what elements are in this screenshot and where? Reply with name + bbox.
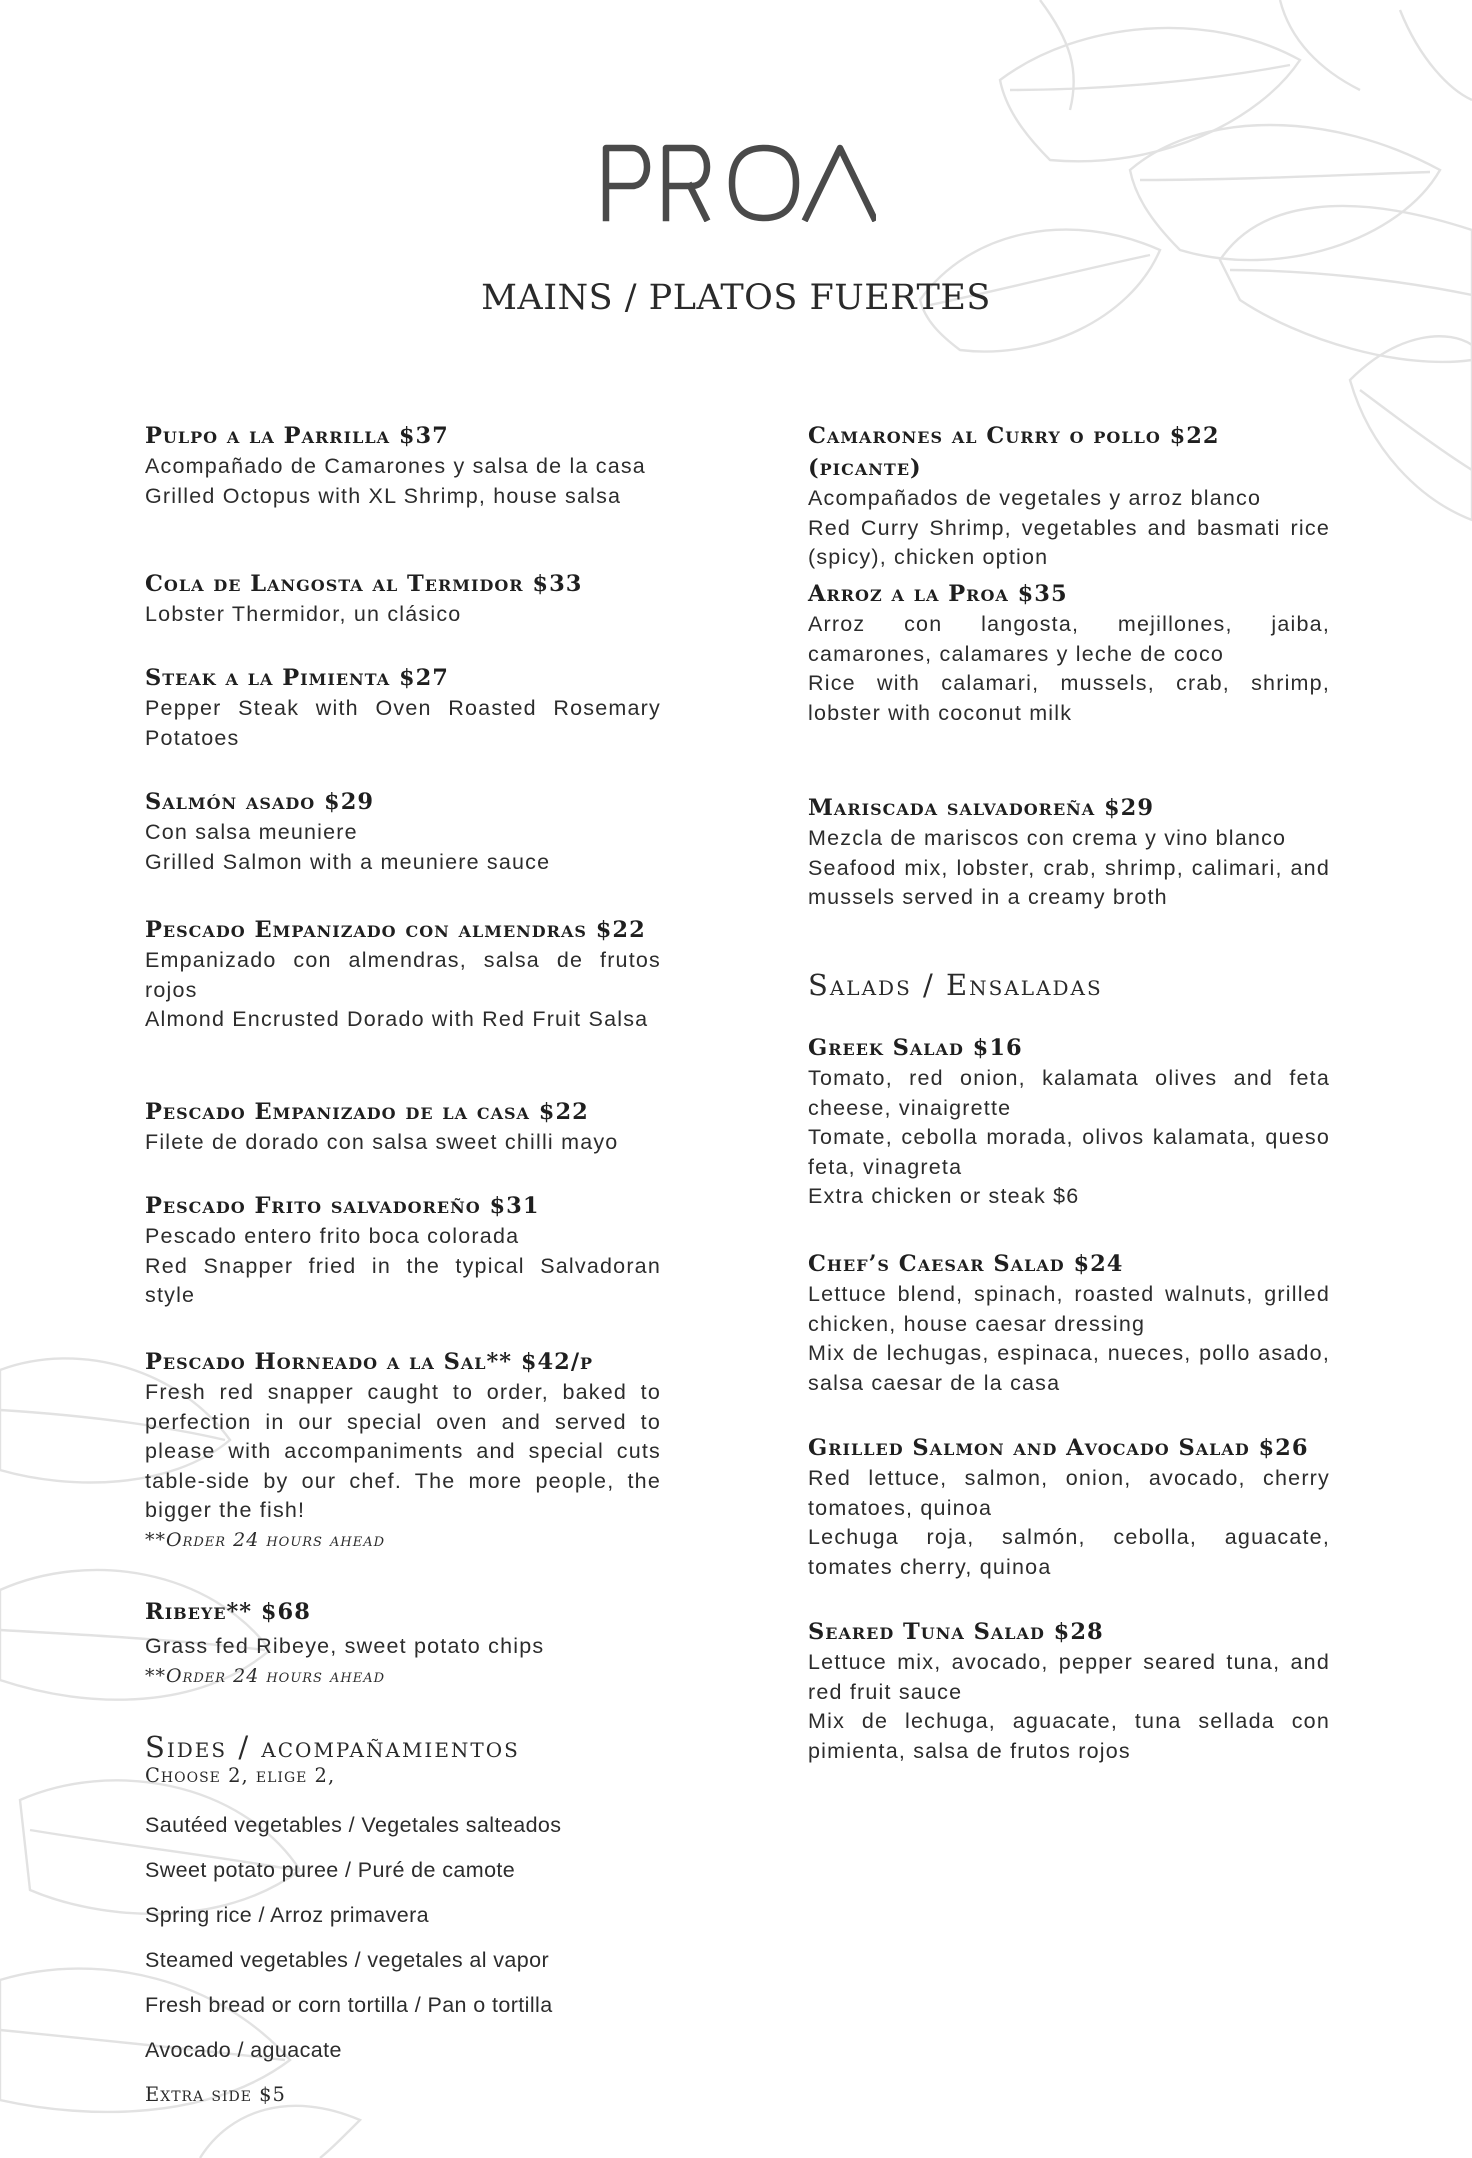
item-description: Lechuga roja, salmón, cebolla, aguacate, tomates cherry, quinoa bbox=[808, 1525, 1330, 1579]
side-extra-price: Extra side $5 bbox=[145, 2083, 286, 2106]
item-description: Acompañado de Camarones y salsa de la casa bbox=[145, 454, 646, 478]
item-description: Grass fed Ribeye, sweet potato chips bbox=[145, 1634, 545, 1658]
item-description: Mix de lechugas, espinaca, nueces, pollo asado, salsa caesar de la casa bbox=[808, 1341, 1330, 1395]
item-name: Ribeye** $68 bbox=[145, 1599, 311, 1625]
item-description: Red Snapper fried in the typical Salvadoran style bbox=[145, 1253, 661, 1307]
item-description: Acompañados de vegetales y arroz blanco bbox=[808, 486, 1262, 510]
side-item: Spring rice / Arroz primavera bbox=[145, 1903, 430, 1927]
item-description: Mix de lechuga, aguacate, tuna sellada con pimienta, salsa de frutos rojos bbox=[808, 1709, 1330, 1763]
item-description: Fresh red snapper caught to order, baked to perfection in our special oven and served to please with accompaniments and special cuts table-side by our chef. The more people, the bigger the fish! bbox=[145, 1380, 661, 1522]
item-description: Grilled Salmon with a meuniere sauce bbox=[145, 849, 551, 874]
item-description: Con salsa meuniere bbox=[145, 820, 358, 844]
item-name: Cola de Langosta al Termidor $33 bbox=[145, 571, 583, 597]
proa-logo bbox=[600, 142, 876, 222]
sides-heading: Sides / acompañamientos bbox=[145, 1730, 520, 1764]
menu-item bbox=[145, 1346, 661, 1554]
item-description: Arroz con langosta, mejillones, jaiba, camarones, calamares y leche de coco bbox=[808, 612, 1330, 666]
item-description: Empanizado con almendras, salsa de frutos rojos bbox=[145, 948, 661, 1002]
menu-item bbox=[808, 1616, 1330, 1766]
menu-item bbox=[145, 914, 661, 1035]
salads-heading: Salads / Ensaladas bbox=[808, 968, 1103, 1002]
item-name: Steak a la Pimienta $27 bbox=[145, 665, 449, 691]
side-item: Avocado / aguacate bbox=[145, 2038, 342, 2062]
side-item: Sweet potato puree / Puré de camote bbox=[145, 1858, 516, 1882]
item-name: Camarones al Curry o pollo $22 (picante) bbox=[808, 423, 1220, 481]
menu-item bbox=[808, 1032, 1330, 1212]
menu-item bbox=[808, 420, 1330, 573]
item-name: Seared Tuna Salad $28 bbox=[808, 1619, 1104, 1645]
side-item: Steamed vegetables / vegetales al vapor bbox=[145, 1948, 550, 1972]
menu-item bbox=[145, 1190, 661, 1311]
item-note: **Order 24 hours ahead bbox=[145, 1664, 386, 1687]
item-name: Mariscada salvadoreña $29 bbox=[808, 795, 1154, 821]
item-description: Red lettuce, salmon, onion, avocado, cherry tomatoes, quinoa bbox=[808, 1466, 1330, 1520]
item-name: Pulpo a la Parrilla $37 bbox=[145, 423, 449, 449]
item-description: Almond Encrusted Dorado with Red Fruit Salsa bbox=[145, 1007, 649, 1031]
menu-item bbox=[145, 1096, 661, 1158]
item-description: Grilled Octopus with XL Shrimp, house salsa bbox=[145, 483, 622, 508]
menu-item bbox=[808, 1248, 1330, 1398]
menu-item bbox=[808, 792, 1330, 913]
side-item: Sautéed vegetables / Vegetales salteados bbox=[145, 1813, 562, 1837]
item-name: Pescado Frito salvadoreño $31 bbox=[145, 1193, 540, 1219]
menu-item bbox=[808, 1432, 1330, 1582]
item-description: Extra chicken or steak $6 bbox=[808, 1184, 1080, 1208]
salads-section bbox=[808, 968, 1330, 1002]
page-title: MAINS / PLATOS FUERTES bbox=[481, 278, 991, 318]
item-description: Pepper Steak with Oven Roasted Rosemary Potatoes bbox=[145, 696, 661, 750]
item-name: Pescado Horneado a la Sal** $42/p bbox=[145, 1349, 594, 1375]
item-description: Rice with calamari, mussels, crab, shrimp, lobster with coconut milk bbox=[808, 671, 1330, 725]
menu-item bbox=[145, 786, 661, 877]
item-name: Chef’s Caesar Salad $24 bbox=[808, 1251, 1124, 1277]
item-description: Seafood mix, lobster, crab, shrimp, calimari, and mussels served in a creamy broth bbox=[808, 855, 1330, 909]
item-name: Arroz a la Proa $35 bbox=[808, 581, 1068, 607]
item-description: Filete de dorado con salsa sweet chilli mayo bbox=[145, 1130, 619, 1154]
menu-item bbox=[145, 568, 661, 630]
item-description: Lobster Thermidor, un clásico bbox=[145, 602, 462, 626]
item-description: Tomate, cebolla morada, olivos kalamata, queso feta, vinagreta bbox=[808, 1125, 1330, 1179]
item-name: Salmón asado $29 bbox=[145, 789, 375, 815]
item-name: Grilled Salmon and Avocado Salad $26 bbox=[808, 1435, 1309, 1461]
menu-item bbox=[808, 578, 1330, 728]
item-name: Pescado Empanizado con almendras $22 bbox=[145, 917, 646, 943]
menu-item bbox=[145, 1596, 661, 1690]
item-name: Greek Salad $16 bbox=[808, 1035, 1023, 1061]
item-description: Pescado entero frito boca colorada bbox=[145, 1224, 520, 1248]
item-name: Pescado Empanizado de la casa $22 bbox=[145, 1099, 589, 1125]
side-item: Fresh bread or corn tortilla / Pan o tortilla bbox=[145, 1993, 553, 2017]
item-description: Tomato, red onion, kalamata olives and feta cheese, vinaigrette bbox=[808, 1066, 1330, 1120]
menu-item bbox=[145, 662, 661, 753]
item-description: Red Curry Shrimp, vegetables and basmati rice (spicy), chicken option bbox=[808, 515, 1330, 569]
item-description: Lettuce mix, avocado, pepper seared tuna, and red fruit sauce bbox=[808, 1650, 1330, 1704]
item-description: Mezcla de mariscos con crema y vino blanco bbox=[808, 826, 1287, 850]
item-description: Lettuce blend, spinach, roasted walnuts, grilled chicken, house caesar dressing bbox=[808, 1282, 1330, 1336]
sides-subheading: Choose 2, elige 2, bbox=[145, 1764, 336, 1787]
menu-item bbox=[145, 420, 661, 511]
sides-section bbox=[145, 1730, 661, 2109]
item-note: **Order 24 hours ahead bbox=[145, 1528, 386, 1551]
